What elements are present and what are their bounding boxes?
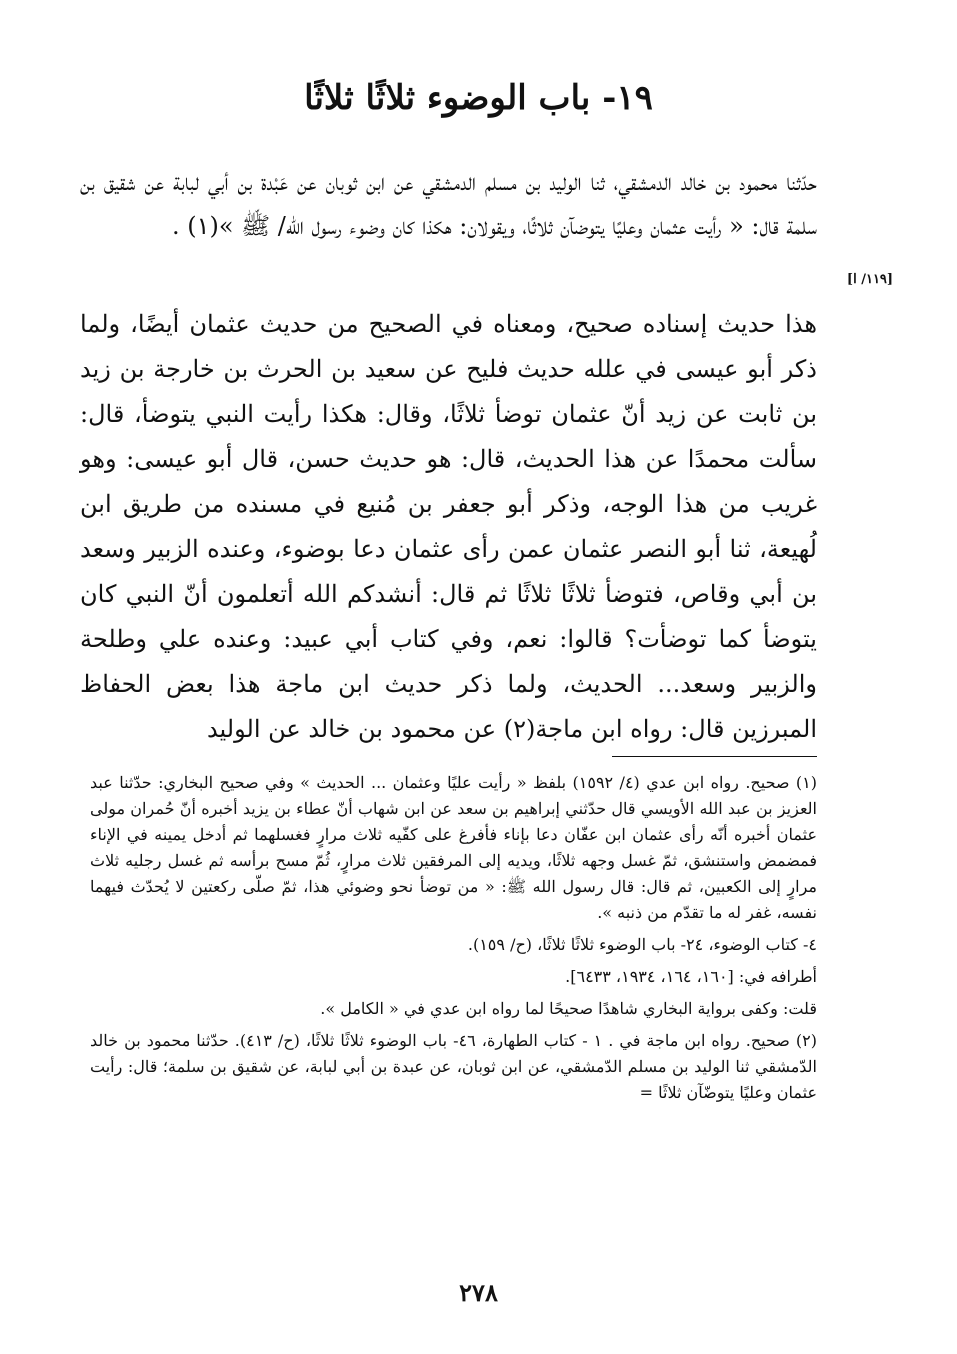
commentary-text: هذا حديث إسناده صحيح، ومعناه في الصحيح من حديث عثمان أيضًا، ولما ذكر أبو عيسى في علله حديث فليح عن سعيد بن الحرث بن خارجة بن زيد بن ثابت عن زيد أنّ عثمان توضأ ثلاثًا، وقال: هكذا رأيت النبي يتوضأ، قال: سألت محمدًا عن هذا الحديث، قال: هو حديث حسن، قال أبو عيسى: وهو غريب من هذا الوجه، وذكر أبو جعفر بن مُنيع في مسنده من طريق ابن لُهيعة، ثنا أبو النصر عثمان عمن رأى عثمان دعا بوضوء، وعنده الزبير وسعد بن أبي وقاص، فتوضأ ثلاثًا ثلاثًا ثم قال: أنشدكم الله أتعلمون أنّ النبي كان يتوضأ كما توضأت؟ قالوا: نعم، وفي كتاب أبي عبيد: وعنده علي وطلحة والزبير وسعد... الحديث، ولما ذكر حديث ابن ماجة هذا بعض الحفاظ المبرزين قال: رواه ابن ماجة(٢) عن محمود بن خالد عن الوليد (80, 310, 817, 743)
footnote-separator (612, 756, 817, 757)
footnote-2: (٢) صحيح. رواه ابن ماجة في . ١ - كتاب الطهارة، ٤٦- باب الوضوء ثلاثًا ثلاثًا، (ح/ ٤١٣). حدّثنا محمود بن خالد الدّمشقي ثنا الوليد بن مسلم الدّمشقي، عن ابن ثوبان، عن عبدة بن أبي لبابة، عن شقيق بن سلمة؛ قال: رأيت عثمان وعليًا يتوضّآن ثلاثًا = (90, 1031, 818, 1102)
footnote-1-references: أطرافه في: [١٦٠، ١٦٤، ١٩٣٤، ٦٤٣٣]. (565, 967, 817, 986)
page-number: ٢٧٨ (459, 1278, 498, 1307)
hadith-text: حدّثنا محمود بن خالد الدمشقي، ثنا الوليد بن مسلم الدمشقي عن ابن ثوبان عن عَبْدة بن أبي لبابة عن شقيق بن سلمة قال: « رأيت عثمان وعليًا يتوضآن ثلاثًا، ويقولان: هكذا كان وضوء رسول الله/ ﷺ »(١) . (80, 168, 817, 240)
footnote-1-note: قلت: وكفى برواية البخاري شاهدًا صحيحًا لما رواه ابن عدي في « الكامل ». (320, 999, 817, 1018)
footnote-1: (١) صحيح. رواه ابن عدي (٤/ ١٥٩٢) بلفظ « رأيت عليًا وعثمان ... الحديث » وفي صحيح البخاري: حدّثنا عبد العزيز بن عبد الله الأويسي قال حدّثني إبراهيم بن سعد عن ابن شهاب أنّ عطاء بن يزيد أخبره أنّ حُمران مولى عثمان أخبره أنّه رأى عثمان ابن عفّان دعا بإناء فأفرغ على كفّيه ثلاث مرارٍ فغسلهما ثم أدخل يمينه في الإناء فمضمض واستنشق، ثمّ غسل وجهه ثلاثًا، ويديه إلى المرفقين ثلاث مرارٍ، ثُمّ مسح برأسه ثم غسل رجليه ثلاث مرارٍ إلى الكعبين، ثم قال: قال رسول الله ﷺ: « من توضأ نحو وضوئي هذا، ثمّ صلّى ركعتين لا يُحدّث فيهما نفسه، غفر له ما تقدّم من ذنبه ». (90, 773, 817, 922)
footnotes-section (90, 770, 817, 1106)
manuscript-margin-reference: [١١٩/ ا] (846, 272, 894, 287)
chapter-title: ١٩- باب الوضوء ثلاثًا ثلاثًا (304, 78, 653, 118)
footnote-1-source: ٤- كتاب الوضوء، ٢٤- باب الوضوء ثلاثًا ثلاثًا، (ح/ ١٥٩). (467, 935, 817, 954)
